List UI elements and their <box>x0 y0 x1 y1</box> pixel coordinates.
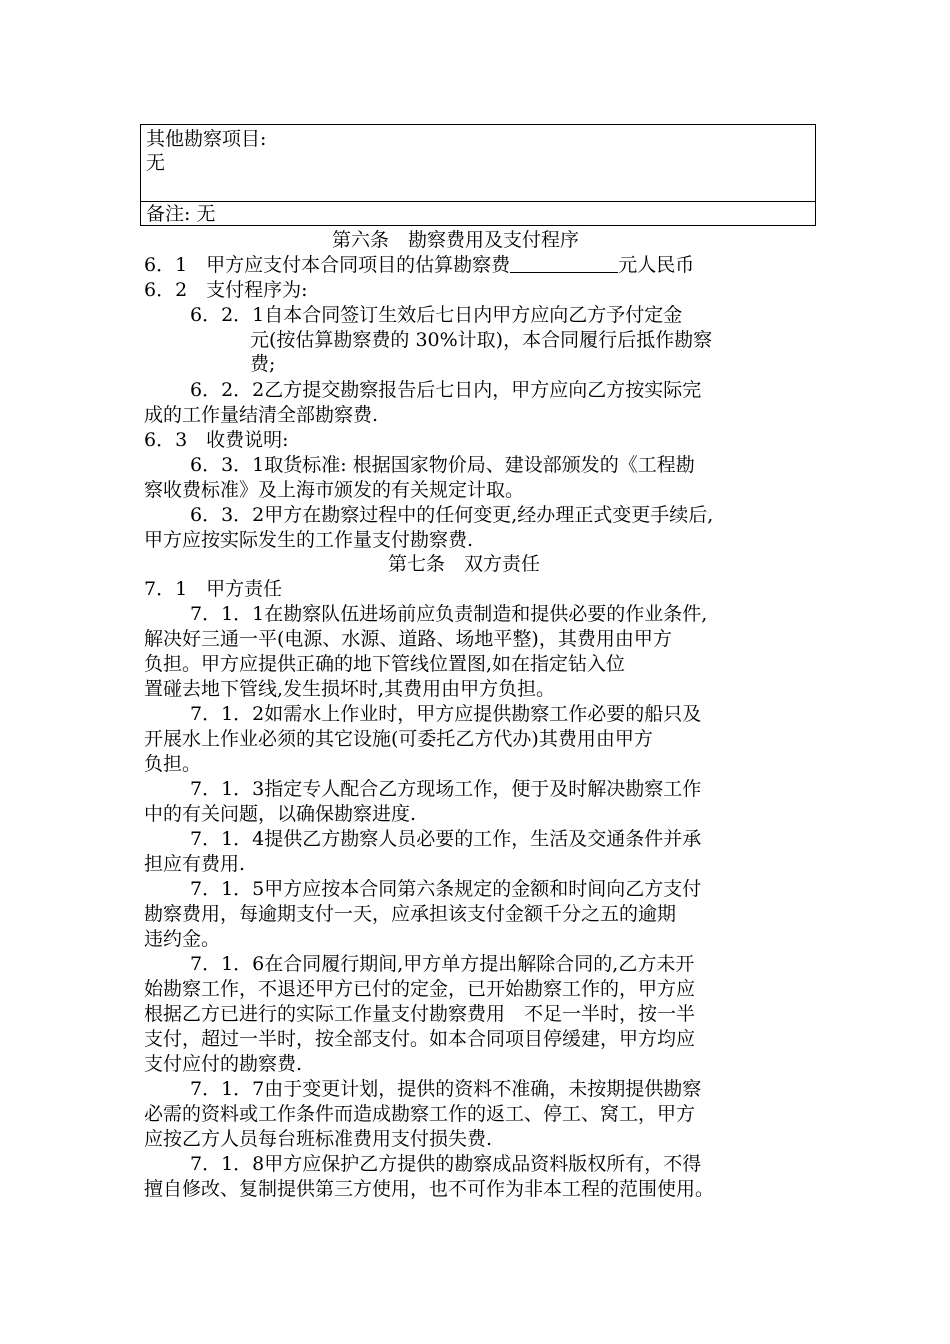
clause-6-2-1-line2: 元(按估算勘察费的 30%计取)，本合同履行后抵作勘察 <box>250 329 713 351</box>
clause-6-1-text: 6．1 甲方应支付本合同项目的估算勘察费 <box>144 254 511 276</box>
clause-7-1-5-line1: 7．1．5甲方应按本合同第六条规定的金额和时间向乙方支付 <box>190 878 702 900</box>
clause-7-1-5-line3: 违约金。 <box>144 928 221 950</box>
clause-7-1-2-line2: 开展水上作业必须的其它设施(可委托乙方代办)其费用由甲方 <box>144 728 653 750</box>
clause-7-1-6-line4: 支付，超过一半时，按全部支付。如本合同项目停缓建，甲方均应 <box>144 1028 696 1050</box>
clause-7-1-2-line1: 7．1．2如需水上作业时，甲方应提供勘察工作必要的船只及 <box>190 703 702 725</box>
clause-6-1-unit: 元人民币 <box>618 254 695 276</box>
clause-6-3-2-line2: 甲方应按实际发生的工作量支付勘察费. <box>144 529 474 551</box>
clause-7-1-1-line3: 负担。甲方应提供正确的地下管线位置图,如在指定钻入位 <box>144 653 626 675</box>
clause-6-3-1-line2: 察收费标准》及上海市颁发的有关规定计取。 <box>144 479 525 501</box>
clause-6-1 <box>144 253 694 277</box>
clause-7-1-1-line2: 解决好三通一平(电源、水源、道路、场地平整)，其费用由甲方 <box>144 628 672 650</box>
clause-7-1-1-line1: 7．1．1在勘察队伍进场前应负责制造和提供必要的作业条件, <box>190 603 708 625</box>
clause-6-2-2-line1: 6．2．2乙方提交勘察报告后七日内，甲方应向乙方按实际完 <box>190 379 702 401</box>
clause-6-2-2-line2: 成的工作量结清全部勘察费. <box>144 404 379 426</box>
table-divider <box>141 201 815 202</box>
clause-7-1-7-line3: 应按乙方人员每台班标准费用支付损失费. <box>144 1128 493 1150</box>
clause-6-3-2-line1: 6．3．2甲方在勘察过程中的任何变更,经办理正式变更手续后, <box>190 504 714 526</box>
clause-7-1: 7．1 甲方责任 <box>144 578 283 600</box>
article-7-heading: 第七条 双方责任 <box>388 553 541 575</box>
clause-7-1-1-line4: 置碰去地下管线,发生损坏时,其费用由甲方负担。 <box>144 678 556 700</box>
clause-6-2: 6．2 支付程序为: <box>144 279 308 301</box>
clause-7-1-8-line2: 擅自修改、复制提供第三方使用，也不可作为非本工程的范围使用。 <box>144 1178 715 1200</box>
clause-7-1-7-line2: 必需的资料或工作条件而造成勘察工作的返工、停工、窝工，甲方 <box>144 1103 696 1125</box>
clause-7-1-6-line2: 始勘察工作，不退还甲方已付的定金，已开始勘察工作的，甲方应 <box>144 978 696 1000</box>
clause-7-1-6-line1: 7．1．6在合同履行期间,甲方单方提出解除合同的,乙方未开 <box>190 953 695 975</box>
clause-7-1-3-line1: 7．1．3指定专人配合乙方现场工作，便于及时解决勘察工作 <box>190 778 702 800</box>
other-items-value: 无 <box>146 152 166 174</box>
clause-7-1-8-line1: 7．1．8甲方应保护乙方提供的勘察成品资料版权所有，不得 <box>190 1153 702 1175</box>
clause-7-1-2-line3: 负担。 <box>144 753 202 775</box>
fee-blank[interactable] <box>510 254 618 273</box>
clause-7-1-6-line3: 根据乙方已进行的实际工作量支付勘察费用 不足一半时，按一半 <box>144 1003 696 1025</box>
clause-6-3: 6．3 收费说明: <box>144 429 289 451</box>
clause-7-1-7-line1: 7．1．7由于变更计划，提供的资料不准确，未按期提供勘察 <box>190 1078 702 1100</box>
article-6-heading: 第六条 勘察费用及支付程序 <box>332 229 580 251</box>
clause-7-1-3-line2: 中的有关问题，以确保勘察进度. <box>144 803 417 825</box>
clause-7-1-6-line5: 支付应付的勘察费. <box>144 1053 303 1075</box>
clause-7-1-4-line1: 7．1．4提供乙方勘察人员必要的工作，生活及交通条件并承 <box>190 828 702 850</box>
clause-7-1-4-line2: 担应有费用. <box>144 853 246 875</box>
remark: 备注: 无 <box>146 203 216 225</box>
clause-7-1-5-line2: 勘察费用，每逾期支付一天，应承担该支付金额千分之五的逾期 <box>144 903 677 925</box>
clause-6-3-1-line1: 6．3．1取货标准: 根据国家物价局、建设部颁发的《工程勘 <box>190 454 695 476</box>
other-items-label: 其他勘察项目: <box>146 128 267 150</box>
clause-6-2-1-line3: 费; <box>250 353 276 375</box>
clause-6-2-1-line1: 6．2．1自本合同签订生效后七日内甲方应向乙方予付定金 <box>190 304 683 326</box>
